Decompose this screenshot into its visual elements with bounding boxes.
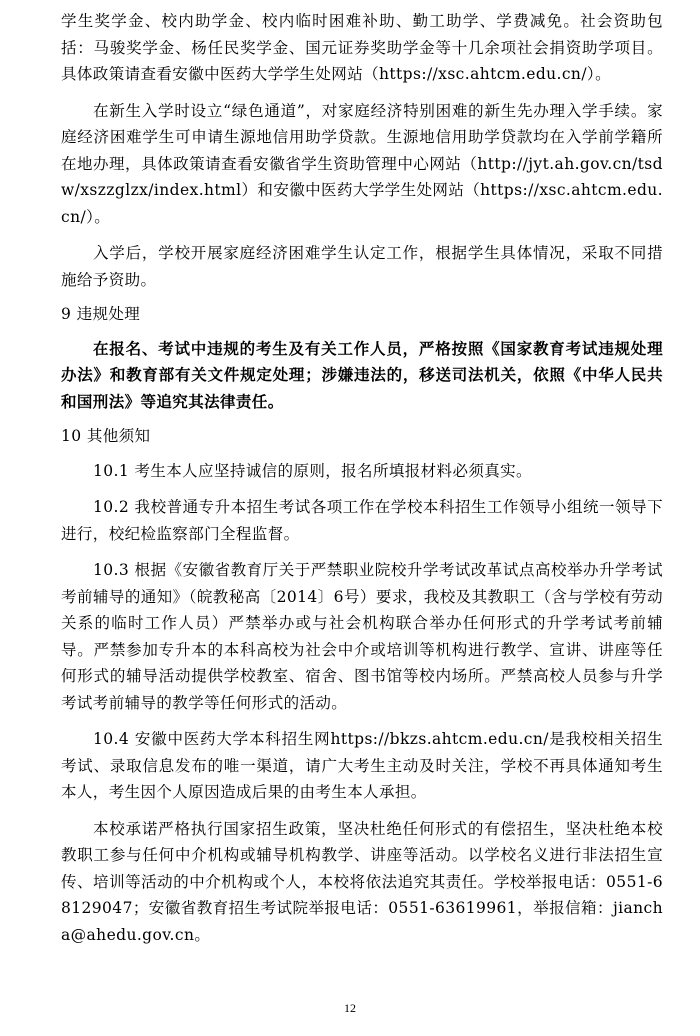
paragraph-green-channel: 在新生入学时设立“绿色通道”，对家庭经济特别困难的新生先办理入学手续。家庭经济困难学生可申请生源地信用助学贷款。生源地信用助学贷款均在入学前学籍所在地办理，具体政策请查看安徽省学生资助管理中心网站（http://jyt.ah.gov.cn/tsdw/xszzglzx/index.html）和安徽中医药大学学生处网站（https://xsc.ahtcm.edu.cn/）。 bbox=[61, 101, 663, 226]
paragraph-after-enrollment: 入学后，学校开展家庭经济困难学生认定工作，根据学生具体情况，采取不同措施给予资助。 bbox=[61, 244, 663, 289]
document-page bbox=[61, 0, 663, 948]
paragraph-10-2: 10.2 我校普通专升本招生考试各项工作在学校本科招生工作领导小组统一领导下进行，校纪检监察部门全程监督。 bbox=[61, 498, 663, 543]
paragraph-10-3: 10.3 根据《安徽省教育厅关于严禁职业院校升学考试改革试点高校举办升学考试考前辅导的通知》（皖教秘高〔2014〕6号）要求，我校及其教职工（含与学校有劳动关系的临时工作人员）严禁举办或与社会机构联合举办任何形式的升学考试考前辅导。严禁参加专升本的本科高校为社会中介或培训等机构进行教学、宣讲、讲座等任何形式的辅导活动提供学校教室、宿舍、图书馆等校内场所。严禁高校人员参与升学考试考前辅导的教学等任何形式的活动。 bbox=[61, 561, 663, 712]
section-heading-violations: 9 违规处理 bbox=[61, 305, 141, 323]
section-heading-other-notes: 10 其他须知 bbox=[61, 427, 151, 445]
paragraph-commitment: 本校承诺严格执行国家招生政策，坚决杜绝任何形式的有偿招生，坚决杜绝本校教职工参与任何中介机构或辅导机构教学、讲座等活动。以学校名义进行非法招生宣传、培训等活动的中介机构或个人，本校将依法追究其责任。学校举报电话：0551-68129047；安徽省教育招生考试院举报电话：0551-63619961，举报信箱：jiancha@ahedu.gov.cn。 bbox=[61, 819, 663, 944]
paragraph-10-4: 10.4 安徽中医药大学本科招生网https://bkzs.ahtcm.edu.cn/是我校相关招生考试、录取信息发布的唯一渠道，请广大考生主动及时关注，学校不再具体通知考生本人，考生因个人原因造成后果的由考生本人承担。 bbox=[61, 730, 663, 801]
page-number: 12 bbox=[344, 1001, 356, 1015]
paragraph-violations: 在报名、考试中违规的考生及有关工作人员，严格按照《国家教育考试违规处理办法》和教育部有关文件规定处理；涉嫌违法的，移送司法机关，依照《中华人民共和国刑法》等追究其法律责任。 bbox=[61, 338, 663, 411]
paragraph-student-aid: 学生奖学金、校内助学金、校内临时困难补助、勤工助学、学费减免。社会资助包括：马骏奖学金、杨任民奖学金、国元证券奖助学金等十几余项社会捐资助学项目。具体政策请查看安徽中医药大学学生处网站（https://xsc.ahtcm.edu.cn/）。 bbox=[61, 12, 663, 83]
paragraph-10-1: 10.1 考生本人应坚持诚信的原则，报名所填报材料必须真实。 bbox=[93, 461, 532, 480]
